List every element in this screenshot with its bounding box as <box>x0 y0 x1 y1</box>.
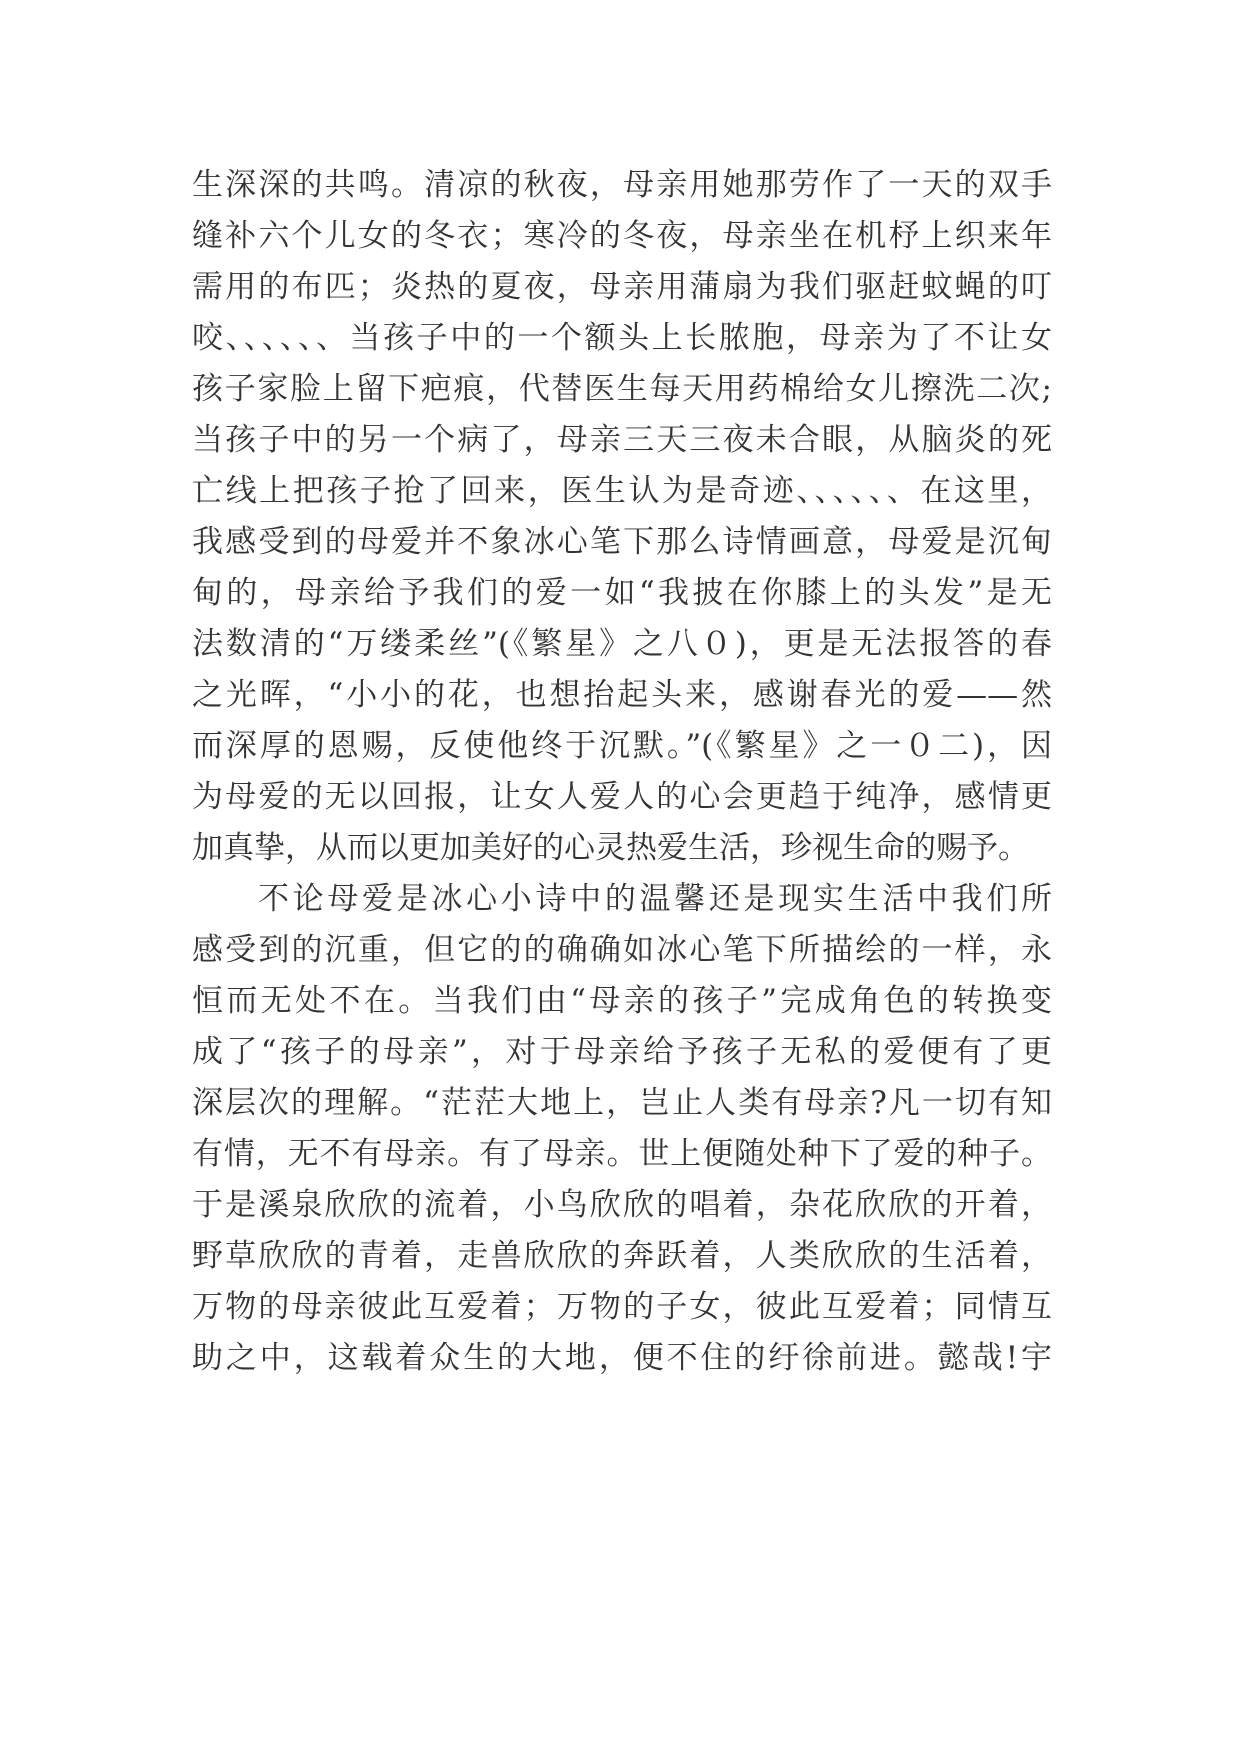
text-line: 于是溪泉欣欣的流着，小鸟欣欣的唱着，杂花欣欣的开着， <box>192 1187 1052 1223</box>
text-line: 孩子家脸上留下疤痕，代替医生每天用药棉给女儿擦洗二次; <box>192 371 1052 407</box>
text-line: 恒而无处不在。当我们由“母亲的孩子”完成角色的转换变 <box>192 983 1052 1019</box>
text-line: 咬、、、、、、当孩子中的一个额头上长脓胞，母亲为了不让女 <box>192 320 1052 356</box>
paragraph-first-line: 不论母爱是冰心小诗中的温馨还是现实生活中我们所 <box>258 881 1052 917</box>
text-line: 成了“孩子的母亲”，对于母亲给予孩子无私的爱便有了更 <box>192 1034 1052 1070</box>
text-line: 当孩子中的另一个病了，母亲三天三夜未合眼，从脑炎的死 <box>192 422 1052 458</box>
text-line: 法数清的“万缕柔丝”(《繁星》之八０)，更是无法报答的春 <box>192 626 1052 662</box>
text-line: 助之中，这载着众生的大地，便不住的纡徐前进。懿哉!宇 <box>192 1340 1052 1376</box>
text-line: 生深深的共鸣。清凉的秋夜，母亲用她那劳作了一天的双手 <box>192 167 1052 203</box>
text-line: 亡线上把孩子抢了回来，医生认为是奇迹、、、、、、在这里， <box>192 473 1052 509</box>
text-line: 万物的母亲彼此互爱着；万物的子女，彼此互爱着；同情互 <box>192 1289 1052 1325</box>
text-line: 有情，无不有母亲。有了母亲。世上便随处种下了爱的种子。 <box>192 1136 1052 1172</box>
text-line: 缝补六个儿女的冬衣；寒冷的冬夜，母亲坐在机杼上织来年 <box>192 218 1052 254</box>
text-line: 为母爱的无以回报，让女人爱人的心会更趋于纯净，感情更 <box>192 779 1052 815</box>
text-line: 感受到的沉重，但它的的确确如冰心笔下所描绘的一样，永 <box>192 932 1052 968</box>
text-line: 而深厚的恩赐，反使他终于沉默。”(《繁星》之一０二)，因 <box>192 728 1052 764</box>
paragraph-end-line: 加真挚，从而以更加美好的心灵热爱生活，珍视生命的赐予。 <box>192 830 1029 866</box>
text-line: 之光晖，“小小的花，也想抬起头来，感谢春光的爱——然 <box>192 677 1052 713</box>
text-line: 甸的，母亲给予我们的爱一如“我披在你膝上的头发”是无 <box>192 575 1052 611</box>
body-text <box>192 160 1052 1384</box>
text-line: 我感受到的母爱并不象冰心笔下那么诗情画意，母爱是沉甸 <box>192 524 1052 560</box>
text-line: 需用的布匹；炎热的夏夜，母亲用蒲扇为我们驱赶蚊蝇的叮 <box>192 269 1052 305</box>
text-line: 野草欣欣的青着，走兽欣欣的奔跃着，人类欣欣的生活着， <box>192 1238 1052 1274</box>
text-line: 深层次的理解。“茫茫大地上，岂止人类有母亲?凡一切有知 <box>192 1085 1052 1121</box>
